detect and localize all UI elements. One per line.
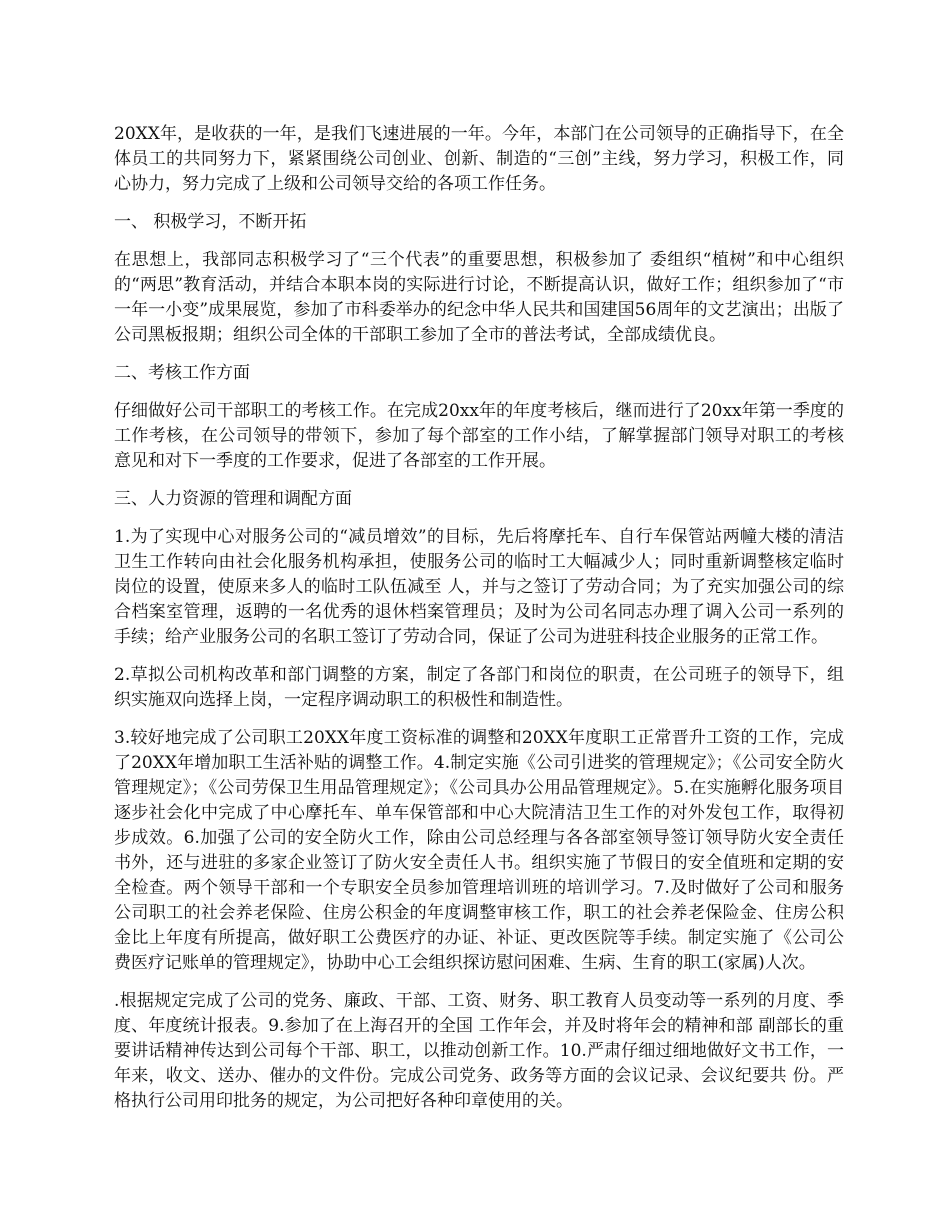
- learning-paragraph: 在思想上，我部同志积极学习了“三个代表”的重要思想，积极参加了 委组织“植树”和中心组织的“两思”教育活动，并结合本职本岗的实际进行讨论，不断提高认识，做好工作；组织参加了“市一年一小变”成果展览，参加了市科委举办的纪念中华人民共和国建国56周年的文艺演出；出版了公司黑板报期；组织公司全体的干部职工参加了全市的普法考试，全部成绩优良。: [114, 250, 844, 345]
- document-page: [114, 122, 844, 1127]
- hr-item-2-paragraph: 2.草拟公司机构改革和部门调整的方案，制定了各部门和岗位的职责，在公司班子的领导下，组织实施双向选择上岗，一定程序调动职工的积极性和制造性。: [114, 665, 844, 710]
- hr-item-3-7-paragraph: 3.较好地完成了公司职工20XX年度工资标准的调整和20XX年度职工正常晋升工资的工作，完成了20XX年增加职工生活补贴的调整工作。4.制定实施《公司引进奖的管理规定》；《公司安全防火管理规定》；《公司劳保卫生用品管理规定》；《公司具办公用品管理规定》。5.在实施孵化服务项目逐步社会化中完成了中心摩托车、单车保管部和中心大院清洁卫生工作的对外发包工作，取得初步成效。6.加强了公司的安全防火工作，除由公司总经理与各各部室领导签订领导防火安全责任书外，还与进驻的多家企业签订了防火安全责任人书。组织实施了节假日的安全值班和定期的安全检查。两个领导干部和一个专职安全员参加管理培训班的培训学习。7.及时做好了公司和服务公司职工的社会养老保险、住房公积金的年度调整审核工作，职工的社会养老保险金、住房公积金比上年度有所提高，做好职工公费医疗的办证、补证、更改医院等手续。制定实施了《公司公费医疗记账单的管理规定》，协助中心工会组织探访慰问困难、生病、生育的职工(家属)人次。: [114, 728, 844, 973]
- section-heading-learning: 一、 积极学习，不断开拓: [114, 212, 307, 232]
- assessment-paragraph: 仔细做好公司干部职工的考核工作。在完成20xx年的年度考核后，继而进行了20xx年第一季度的工作考核，在公司领导的带领下，参加了每个部室的工作小结，了解掌握部门领导对职工的考核意见和对下一季度的工作要求，促进了各部室的工作开展。: [114, 401, 844, 471]
- hr-item-1-paragraph: 1.为了实现中心对服务公司的“减员增效”的目标，先后将摩托车、自行车保管站两幢大楼的清洁卫生工作转向由社会化服务机构承担，使服务公司的临时工大幅减少人；同时重新调整核定临时岗位的设置，使原来多人的临时工队伍减至 人，并与之签订了劳动合同；为了充实加强公司的综合档案室管理，返聘的一名优秀的退休档案管理员；及时为公司名同志办理了调入公司一系列的手续；给产业服务公司的名职工签订了劳动合同，保证了公司为进驻科技企业服务的正常工作。: [114, 527, 844, 647]
- intro-paragraph: 20XX年，是收获的一年，是我们飞速进展的一年。今年，本部门在公司领导的正确指导下，在全体员工的共同努力下，紧紧围绕公司创业、创新、制造的“三创”主线，努力学习，积极工作，同心协力，努力完成了上级和公司领导交给的各项工作任务。: [114, 124, 844, 194]
- section-heading-hr: 三、人力资源的管理和调配方面: [114, 489, 352, 509]
- hr-item-8-10-paragraph: .根据规定完成了公司的党务、廉政、干部、工资、财务、职工教育人员变动等一系列的月度、季度、年度统计报表。9.参加了在上海召开的全国 工作年会，并及时将年会的精神和部 副部长的重要讲话精神传达到公司每个干部、职工，以推动创新工作。10.严肃仔细过细地做好文书工作，一年来，收文、送办、催办的文件份。完成公司党务、政务等方面的会议记录、会议纪要共 份。严格执行公司用印批务的规定，为公司把好各种印章使用的关。: [114, 991, 844, 1111]
- section-heading-assessment: 二、考核工作方面: [114, 363, 250, 383]
